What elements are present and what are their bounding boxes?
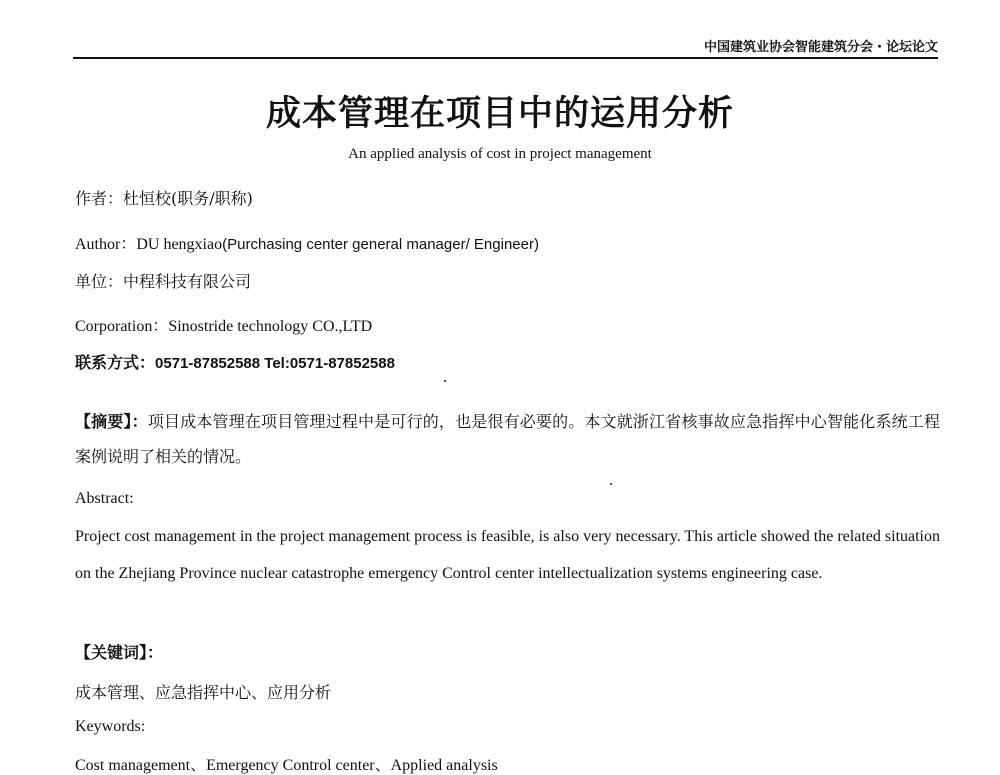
author-en-label: Author： — [75, 236, 137, 253]
scan-speck — [610, 483, 612, 485]
abstract-cn-text: 项目成本管理在项目管理过程中是可行的，也是很有必要的。本文就浙江省核事故应急指挥中心智能化系统工程案例说明了相关的情况。 — [75, 412, 940, 466]
corporation-en: Corporation：Sinostride technology CO.,LTD — [75, 318, 373, 335]
contact-value: 0571-87852588 Tel:0571-87852588 — [155, 355, 395, 372]
abstract-en-label: Abstract: — [75, 490, 134, 507]
keywords-cn-label: 【关键词】： — [75, 643, 164, 662]
header-rule — [73, 57, 938, 59]
abstract-en-text: Project cost management in the project management process is feasible, is also very necessary. This article showed the related situation on the Zhejiang Province nuclear catastrophe emergency Control center intellectualization systems engineering case. — [75, 528, 940, 582]
keywords-en-text: Cost management、Emergency Control center、Applied analysis — [75, 757, 498, 774]
paper-title-cn: 成本管理在项目中的运用分析 — [265, 93, 734, 134]
abstract-cn — [75, 404, 940, 474]
scan-speck — [444, 380, 446, 382]
keywords-cn-text: 成本管理、应急指挥中心、应用分析 — [75, 683, 332, 702]
author-en-role: (Purchasing center general manager/ Engineer) — [222, 236, 539, 253]
journal-header: 中国建筑业协会智能建筑分会・论坛论文 — [703, 40, 938, 55]
unit-cn: 单位：中程科技有限公司 — [75, 272, 252, 291]
author-en — [75, 231, 539, 254]
contact-line — [75, 350, 395, 373]
paper-title-en: An applied analysis of cost in project management — [348, 146, 652, 162]
keywords-en-label: Keywords: — [75, 718, 146, 735]
abstract-cn-label: 【摘要】： — [75, 412, 148, 431]
contact-label: 联系方式： — [75, 353, 156, 372]
author-en-name: DU hengxiao — [136, 236, 223, 253]
author-cn: 作者：杜恒校(职务/职称) — [75, 189, 253, 208]
